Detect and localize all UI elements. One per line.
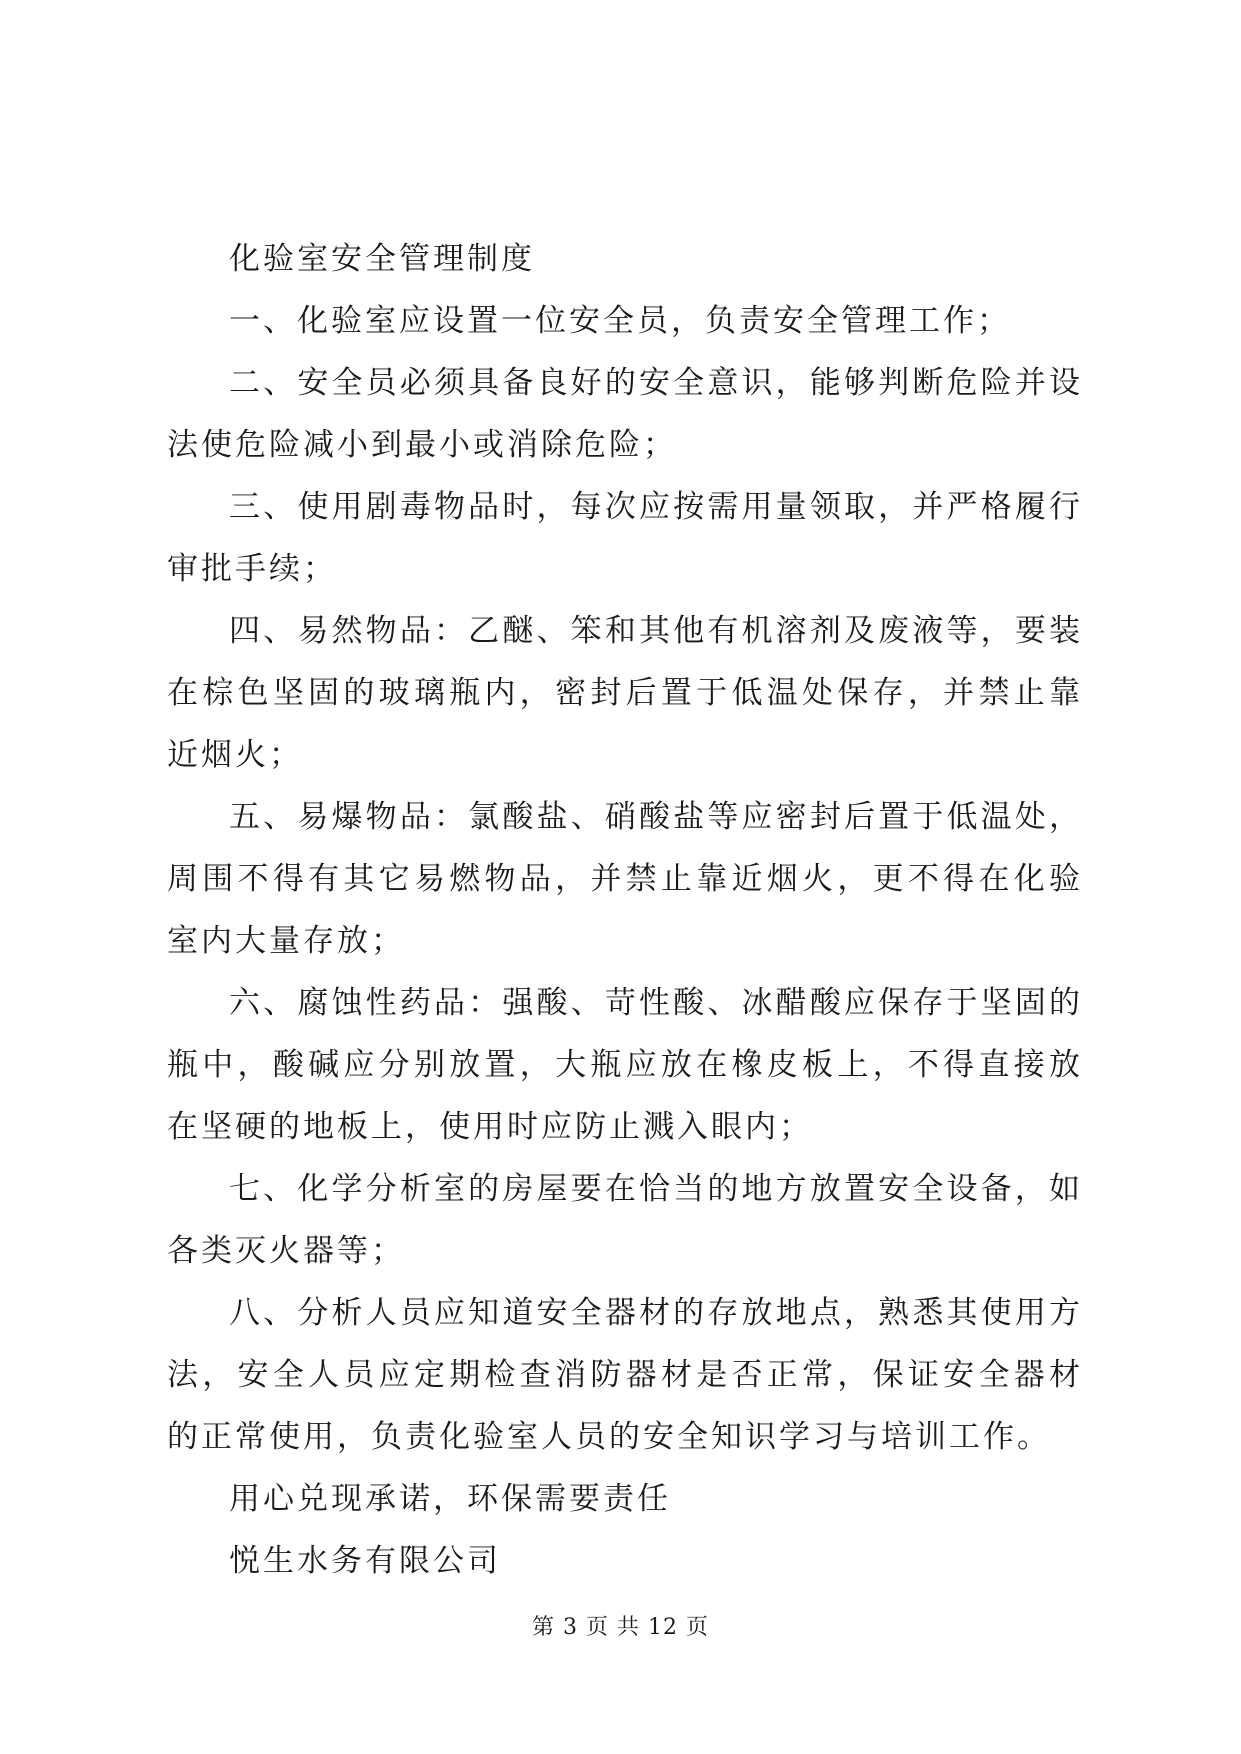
- clause-7: 七、化学分析室的房屋要在恰当的地方放置安全设备，如各类灭火器等；: [167, 1171, 1083, 1269]
- clause-1: 一、化验室应设置一位安全员，负责安全管理工作；: [229, 303, 1011, 339]
- clause-8: 八、分析人员应知道安全器材的存放地点，熟悉其使用方法，安全人员应定期检查消防器材是否正常，保证安全器材的正常使用，负责化验室人员的安全知识学习与培训工作。: [167, 1295, 1083, 1455]
- clause-3: 三、使用剧毒物品时，每次应按需用量领取，并严格履行审批手续；: [167, 489, 1083, 587]
- page-number-footer: 第 3 页 共 12 页: [532, 1615, 709, 1640]
- clause-2: 二、安全员必须具备良好的安全意识，能够判断危险并设法使危险减小到最小或消除危险；: [167, 365, 1083, 463]
- clause-4: 四、易然物品：乙醚、笨和其他有机溶剂及废液等，要装在棕色坚固的玻璃瓶内，密封后置于低温处保存，并禁止靠近烟火；: [167, 613, 1083, 773]
- clause-6: 六、腐蚀性药品：强酸、苛性酸、冰醋酸应保存于坚固的瓶中，酸碱应分别放置，大瓶应放在橡皮板上，不得直接放在坚硬的地板上，使用时应防止溅入眼内；: [167, 985, 1083, 1145]
- company-name: 悦生水务有限公司: [229, 1543, 501, 1579]
- document-body: [167, 228, 1083, 1592]
- slogan: 用心兑现承诺，环保需要责任: [229, 1481, 671, 1517]
- document-title: 化验室安全管理制度: [229, 241, 535, 277]
- clause-5: 五、易爆物品：氯酸盐、硝酸盐等应密封后置于低温处，周围不得有其它易燃物品，并禁止靠近烟火，更不得在化验室内大量存放；: [167, 799, 1083, 959]
